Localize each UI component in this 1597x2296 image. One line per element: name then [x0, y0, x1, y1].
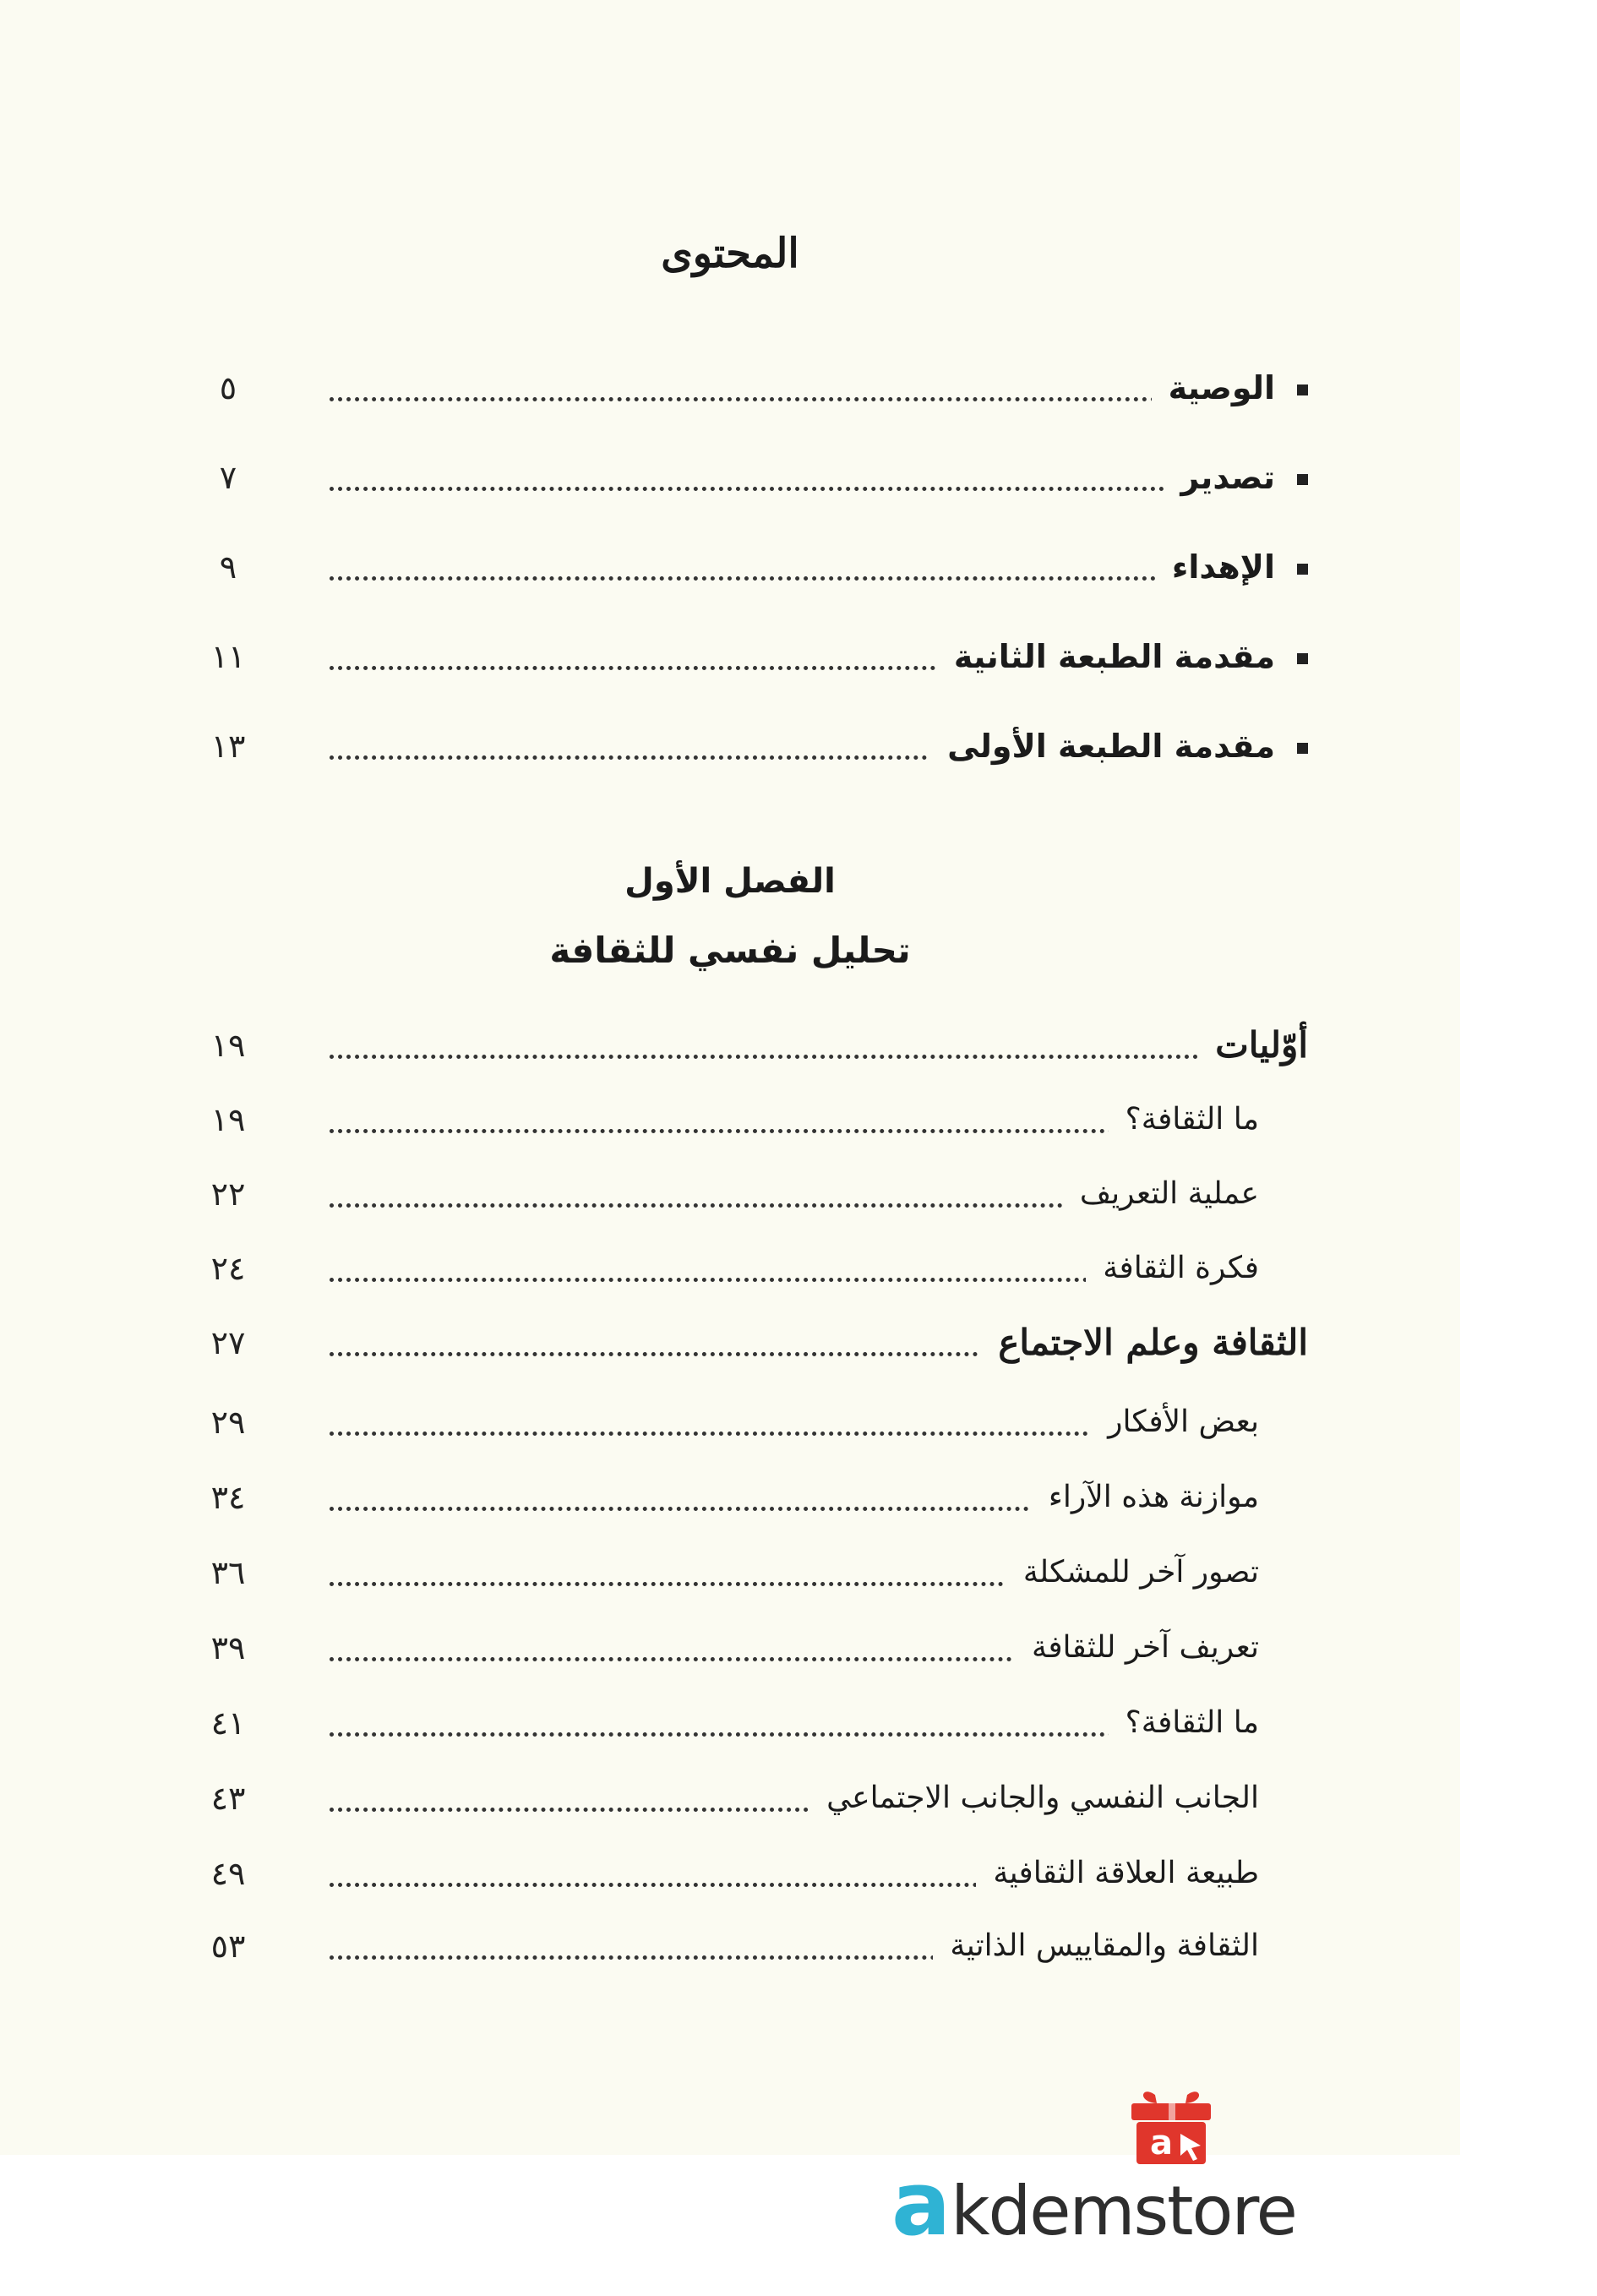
entry-page-number: ١١ — [210, 638, 246, 675]
toc-subentry — [0, 1693, 1460, 1753]
toc-section — [0, 1016, 1460, 1075]
brand-letter: a — [891, 2152, 951, 2255]
entry-label: فكرة الثقافة — [1103, 1251, 1259, 1285]
toc-subentry — [0, 1917, 1460, 1976]
entry-page-number: ٢٩ — [210, 1404, 246, 1441]
toc-entry — [0, 358, 1460, 417]
entry-page-number: ٩ — [219, 548, 237, 586]
entry-page-number: ٢٢ — [210, 1175, 246, 1213]
entry-page-number: ٣٦ — [210, 1554, 246, 1591]
leader-dots — [330, 1055, 1198, 1059]
entry-page-number: ٣٤ — [210, 1479, 246, 1516]
leader-dots — [330, 397, 1198, 401]
toc-entry — [0, 717, 1460, 776]
square-bullet-icon — [1297, 743, 1308, 754]
toc-subentry — [0, 1239, 1460, 1298]
entry-page-number: ٥ — [219, 369, 237, 406]
entry-page-number: ٧ — [219, 459, 237, 496]
entry-label: الجانب النفسي والجانب الاجتماعي — [826, 1781, 1259, 1815]
entry-page-number: ٥٣ — [210, 1928, 246, 1965]
gift-box-cursor-icon — [1126, 2083, 1219, 2168]
chapter-label: الفصل الأول — [624, 862, 836, 901]
leader-dots — [330, 1432, 1198, 1436]
brand-wordmark — [891, 2152, 1415, 2255]
entry-page-number: ٤٣ — [210, 1780, 246, 1817]
entry-label: موازنة هذه الآراء — [1048, 1480, 1259, 1514]
section-label: أوّليات — [1215, 1024, 1308, 1066]
entry-page-number: ١٩ — [210, 1027, 246, 1064]
toc-section — [0, 1313, 1460, 1372]
leader-dots — [330, 1732, 1198, 1737]
entry-label: طبيعة العلاقة الثقافية — [993, 1856, 1259, 1890]
page-title: المحتوى — [661, 230, 799, 277]
entry-label: تصور آخر للمشكلة — [1022, 1555, 1259, 1590]
entry-label: تصدير — [1180, 459, 1275, 496]
square-bullet-icon — [1297, 474, 1308, 485]
toc-subentry — [0, 1769, 1460, 1828]
toc-entry — [0, 448, 1460, 507]
entry-label: ما الثقافة؟ — [1125, 1705, 1259, 1740]
entry-page-number: ١٣ — [210, 728, 246, 765]
toc-subentry — [0, 1543, 1460, 1602]
entry-label: مقدمة الطبعة الأولى — [947, 728, 1275, 765]
toc-subentry — [0, 1090, 1460, 1149]
leader-dots — [330, 1278, 1198, 1282]
toc-subentry — [0, 1393, 1460, 1452]
entry-label: بعض الأفكار — [1108, 1404, 1259, 1439]
entry-label: الثقافة والمقاييس الذاتية — [950, 1928, 1259, 1963]
entry-page-number: ١٩ — [210, 1101, 246, 1138]
entry-page-number: ٤٩ — [210, 1855, 246, 1892]
square-bullet-icon — [1297, 653, 1308, 664]
leader-dots — [330, 576, 1198, 581]
entry-label: الوصية — [1168, 369, 1275, 406]
entry-label: مقدمة الطبعة الثانية — [953, 638, 1275, 675]
entry-label: عملية التعريف — [1079, 1176, 1259, 1211]
brand-name: kdemstore — [951, 2172, 1296, 2250]
entry-page-number: ٣٩ — [210, 1629, 246, 1666]
leader-dots — [330, 487, 1198, 491]
toc-subentry — [0, 1844, 1460, 1903]
akdemstore-watermark — [891, 2083, 1415, 2255]
entry-page-number: ٢٤ — [210, 1250, 246, 1287]
toc-subentry — [0, 1468, 1460, 1527]
leader-dots — [330, 1129, 1198, 1133]
entry-label: الإهداء — [1171, 548, 1275, 586]
square-bullet-icon — [1297, 384, 1308, 395]
toc-subentry — [0, 1618, 1460, 1677]
toc-entry — [0, 627, 1460, 686]
entry-page-number: ٤١ — [210, 1704, 246, 1742]
section-label: الثقافة وعلم الاجتماع — [998, 1322, 1308, 1363]
chapter-title: تحليل نفسي للثقافة — [549, 930, 911, 971]
entry-page-number: ٢٧ — [210, 1324, 246, 1361]
square-bullet-icon — [1297, 564, 1308, 575]
entry-label: ما الثقافة؟ — [1125, 1102, 1259, 1137]
svg-text:a: a — [1150, 2124, 1173, 2162]
toc-subentry — [0, 1164, 1460, 1224]
entry-label: تعريف آخر للثقافة — [1032, 1630, 1259, 1665]
toc-entry — [0, 537, 1460, 597]
